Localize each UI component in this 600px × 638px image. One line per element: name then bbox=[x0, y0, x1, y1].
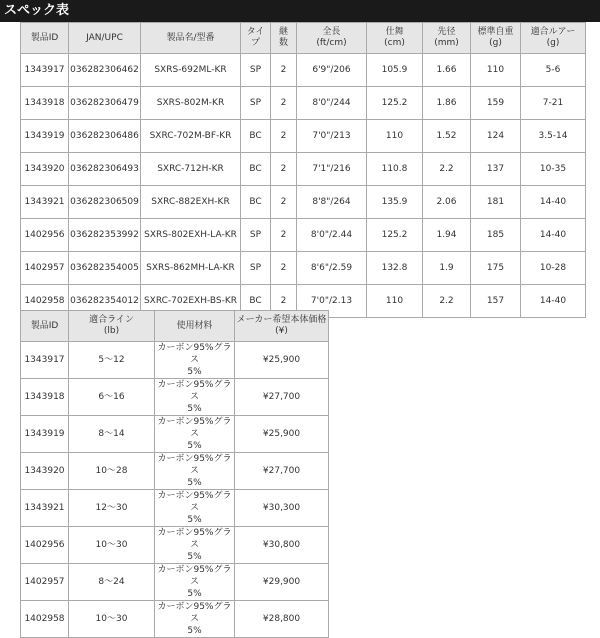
cell-closed-length: 110 bbox=[367, 285, 423, 318]
material-line-1: カーボン95%グラス bbox=[157, 454, 232, 476]
header-tip-diameter: 先径 (mm) bbox=[423, 23, 471, 54]
cell-length: 7'1"/216 bbox=[297, 153, 367, 186]
cell-product-name: SXRS-862MH-LA-KR bbox=[141, 252, 241, 285]
cell-product-id: 1343918 bbox=[21, 87, 69, 120]
header-pieces: 継 数 bbox=[271, 23, 297, 54]
header-material: 使用材料 bbox=[155, 311, 235, 342]
cell-price: ¥25,900 bbox=[235, 416, 329, 453]
cell-material bbox=[155, 564, 235, 601]
material-line-2: 5% bbox=[187, 404, 202, 414]
cell-jan-upc: 036282306462 bbox=[69, 54, 141, 87]
cell-type: BC bbox=[241, 153, 271, 186]
cell-material bbox=[155, 490, 235, 527]
material-line-1: カーボン95%グラス bbox=[157, 528, 232, 550]
cell-product-id: 1343918 bbox=[21, 379, 69, 416]
cell-type: BC bbox=[241, 285, 271, 318]
cell-price: ¥27,700 bbox=[235, 379, 329, 416]
price-table bbox=[20, 310, 329, 638]
cell-line: 10〜30 bbox=[69, 601, 155, 638]
table-row bbox=[21, 342, 329, 379]
cell-jan-upc: 036282354012 bbox=[69, 285, 141, 318]
cell-price: ¥27,700 bbox=[235, 453, 329, 490]
cell-tip-diameter: 2.06 bbox=[423, 186, 471, 219]
header-weight: 標準自重 (g) bbox=[471, 23, 521, 54]
price-table-header-row bbox=[21, 311, 329, 342]
table-row bbox=[21, 219, 586, 252]
cell-type: SP bbox=[241, 54, 271, 87]
table-row bbox=[21, 252, 586, 285]
table-row bbox=[21, 153, 586, 186]
cell-length: 7'0"/213 bbox=[297, 120, 367, 153]
cell-pieces: 2 bbox=[271, 252, 297, 285]
table-row bbox=[21, 601, 329, 638]
table-row bbox=[21, 87, 586, 120]
cell-product-name: SXRC-712H-KR bbox=[141, 153, 241, 186]
cell-product-id: 1402956 bbox=[21, 219, 69, 252]
cell-line: 12〜30 bbox=[69, 490, 155, 527]
cell-material bbox=[155, 601, 235, 638]
table-row bbox=[21, 379, 329, 416]
page-title: スペック表 bbox=[0, 0, 600, 22]
cell-type: SP bbox=[241, 219, 271, 252]
cell-jan-upc: 036282306509 bbox=[69, 186, 141, 219]
cell-tip-diameter: 1.9 bbox=[423, 252, 471, 285]
header-product-name: 製品名/型番 bbox=[141, 23, 241, 54]
cell-weight: 185 bbox=[471, 219, 521, 252]
cell-pieces: 2 bbox=[271, 54, 297, 87]
cell-line: 8〜14 bbox=[69, 416, 155, 453]
cell-product-id: 1343919 bbox=[21, 120, 69, 153]
cell-product-name: SXRS-802EXH-LA-KR bbox=[141, 219, 241, 252]
cell-pieces: 2 bbox=[271, 186, 297, 219]
cell-product-id: 1343920 bbox=[21, 453, 69, 490]
material-line-1: カーボン95%グラス bbox=[157, 491, 232, 513]
cell-material bbox=[155, 342, 235, 379]
cell-material bbox=[155, 416, 235, 453]
cell-product-name: SXRS-802M-KR bbox=[141, 87, 241, 120]
cell-product-id: 1343919 bbox=[21, 416, 69, 453]
cell-length: 6'9"/206 bbox=[297, 54, 367, 87]
table-row bbox=[21, 54, 586, 87]
cell-product-id: 1402957 bbox=[21, 564, 69, 601]
table-row bbox=[21, 490, 329, 527]
cell-product-id: 1343921 bbox=[21, 490, 69, 527]
cell-type: SP bbox=[241, 252, 271, 285]
header-product-id: 製品ID bbox=[21, 311, 69, 342]
cell-pieces: 2 bbox=[271, 87, 297, 120]
cell-weight: 124 bbox=[471, 120, 521, 153]
cell-lure-weight: 14-40 bbox=[521, 186, 586, 219]
cell-material bbox=[155, 379, 235, 416]
cell-jan-upc: 036282306486 bbox=[69, 120, 141, 153]
header-length: 全長 (ft/cm) bbox=[297, 23, 367, 54]
cell-product-name: SXRC-882EXH-KR bbox=[141, 186, 241, 219]
material-line-2: 5% bbox=[187, 478, 202, 488]
cell-line: 10〜30 bbox=[69, 527, 155, 564]
cell-closed-length: 125.2 bbox=[367, 87, 423, 120]
cell-closed-length: 135.9 bbox=[367, 186, 423, 219]
cell-weight: 159 bbox=[471, 87, 521, 120]
cell-weight: 157 bbox=[471, 285, 521, 318]
cell-lure-weight: 14-40 bbox=[521, 219, 586, 252]
cell-closed-length: 110.8 bbox=[367, 153, 423, 186]
cell-product-id: 1343921 bbox=[21, 186, 69, 219]
cell-line: 10〜28 bbox=[69, 453, 155, 490]
cell-tip-diameter: 1.86 bbox=[423, 87, 471, 120]
table-row bbox=[21, 527, 329, 564]
cell-product-id: 1402958 bbox=[21, 285, 69, 318]
cell-closed-length: 132.8 bbox=[367, 252, 423, 285]
cell-product-id: 1402957 bbox=[21, 252, 69, 285]
cell-product-id: 1343917 bbox=[21, 54, 69, 87]
cell-jan-upc: 036282306493 bbox=[69, 153, 141, 186]
header-lure-weight: 適合ルアー (g) bbox=[521, 23, 586, 54]
header-jan-upc: JAN/UPC bbox=[69, 23, 141, 54]
cell-type: SP bbox=[241, 87, 271, 120]
cell-line: 8〜24 bbox=[69, 564, 155, 601]
cell-tip-diameter: 2.2 bbox=[423, 153, 471, 186]
cell-jan-upc: 036282354005 bbox=[69, 252, 141, 285]
cell-product-name: SXRC-702M-BF-KR bbox=[141, 120, 241, 153]
cell-lure-weight: 3.5-14 bbox=[521, 120, 586, 153]
cell-material bbox=[155, 527, 235, 564]
cell-pieces: 2 bbox=[271, 120, 297, 153]
material-line-1: カーボン95%グラス bbox=[157, 602, 232, 624]
cell-weight: 175 bbox=[471, 252, 521, 285]
material-line-2: 5% bbox=[187, 441, 202, 451]
cell-weight: 181 bbox=[471, 186, 521, 219]
cell-price: ¥30,800 bbox=[235, 527, 329, 564]
cell-product-id: 1402958 bbox=[21, 601, 69, 638]
cell-lure-weight: 7-21 bbox=[521, 87, 586, 120]
cell-pieces: 2 bbox=[271, 285, 297, 318]
cell-tip-diameter: 1.52 bbox=[423, 120, 471, 153]
header-price: メーカー希望本体価格 (¥) bbox=[235, 311, 329, 342]
material-line-1: カーボン95%グラス bbox=[157, 417, 232, 439]
cell-length: 8'8"/264 bbox=[297, 186, 367, 219]
cell-product-name: SXRS-692ML-KR bbox=[141, 54, 241, 87]
cell-closed-length: 105.9 bbox=[367, 54, 423, 87]
table-row bbox=[21, 186, 586, 219]
cell-length: 8'0"/244 bbox=[297, 87, 367, 120]
header-line: 適合ライン (lb) bbox=[69, 311, 155, 342]
cell-tip-diameter: 1.94 bbox=[423, 219, 471, 252]
cell-price: ¥25,900 bbox=[235, 342, 329, 379]
table-row bbox=[21, 416, 329, 453]
table-row bbox=[21, 120, 586, 153]
material-line-1: カーボン95%グラス bbox=[157, 380, 232, 402]
cell-price: ¥30,300 bbox=[235, 490, 329, 527]
cell-product-id: 1343917 bbox=[21, 342, 69, 379]
cell-weight: 137 bbox=[471, 153, 521, 186]
cell-lure-weight: 5-6 bbox=[521, 54, 586, 87]
cell-length: 8'6"/2.59 bbox=[297, 252, 367, 285]
cell-closed-length: 110 bbox=[367, 120, 423, 153]
cell-pieces: 2 bbox=[271, 153, 297, 186]
cell-tip-diameter: 2.2 bbox=[423, 285, 471, 318]
cell-type: BC bbox=[241, 186, 271, 219]
material-line-2: 5% bbox=[187, 552, 202, 562]
material-line-2: 5% bbox=[187, 515, 202, 525]
spec-table bbox=[20, 22, 586, 318]
cell-price: ¥28,800 bbox=[235, 601, 329, 638]
cell-length: 7'0"/2.13 bbox=[297, 285, 367, 318]
cell-jan-upc: 036282353992 bbox=[69, 219, 141, 252]
material-line-1: カーボン95%グラス bbox=[157, 565, 232, 587]
cell-product-id: 1343920 bbox=[21, 153, 69, 186]
cell-line: 6〜16 bbox=[69, 379, 155, 416]
cell-material bbox=[155, 453, 235, 490]
spec-table-header-row bbox=[21, 23, 586, 54]
cell-tip-diameter: 1.66 bbox=[423, 54, 471, 87]
cell-weight: 110 bbox=[471, 54, 521, 87]
header-closed-length: 仕舞 (cm) bbox=[367, 23, 423, 54]
header-type: タイ プ bbox=[241, 23, 271, 54]
cell-jan-upc: 036282306479 bbox=[69, 87, 141, 120]
material-line-1: カーボン95%グラス bbox=[157, 343, 232, 365]
cell-lure-weight: 10-35 bbox=[521, 153, 586, 186]
cell-pieces: 2 bbox=[271, 219, 297, 252]
material-line-2: 5% bbox=[187, 367, 202, 377]
cell-closed-length: 125.2 bbox=[367, 219, 423, 252]
cell-lure-weight: 14-40 bbox=[521, 285, 586, 318]
cell-price: ¥29,900 bbox=[235, 564, 329, 601]
material-line-2: 5% bbox=[187, 626, 202, 636]
cell-product-name: SXRC-702EXH-BS-KR bbox=[141, 285, 241, 318]
table-row bbox=[21, 564, 329, 601]
table-row bbox=[21, 453, 329, 490]
cell-line: 5〜12 bbox=[69, 342, 155, 379]
cell-product-id: 1402956 bbox=[21, 527, 69, 564]
cell-lure-weight: 10-28 bbox=[521, 252, 586, 285]
material-line-2: 5% bbox=[187, 589, 202, 599]
cell-type: BC bbox=[241, 120, 271, 153]
header-product-id: 製品ID bbox=[21, 23, 69, 54]
cell-length: 8'0"/2.44 bbox=[297, 219, 367, 252]
